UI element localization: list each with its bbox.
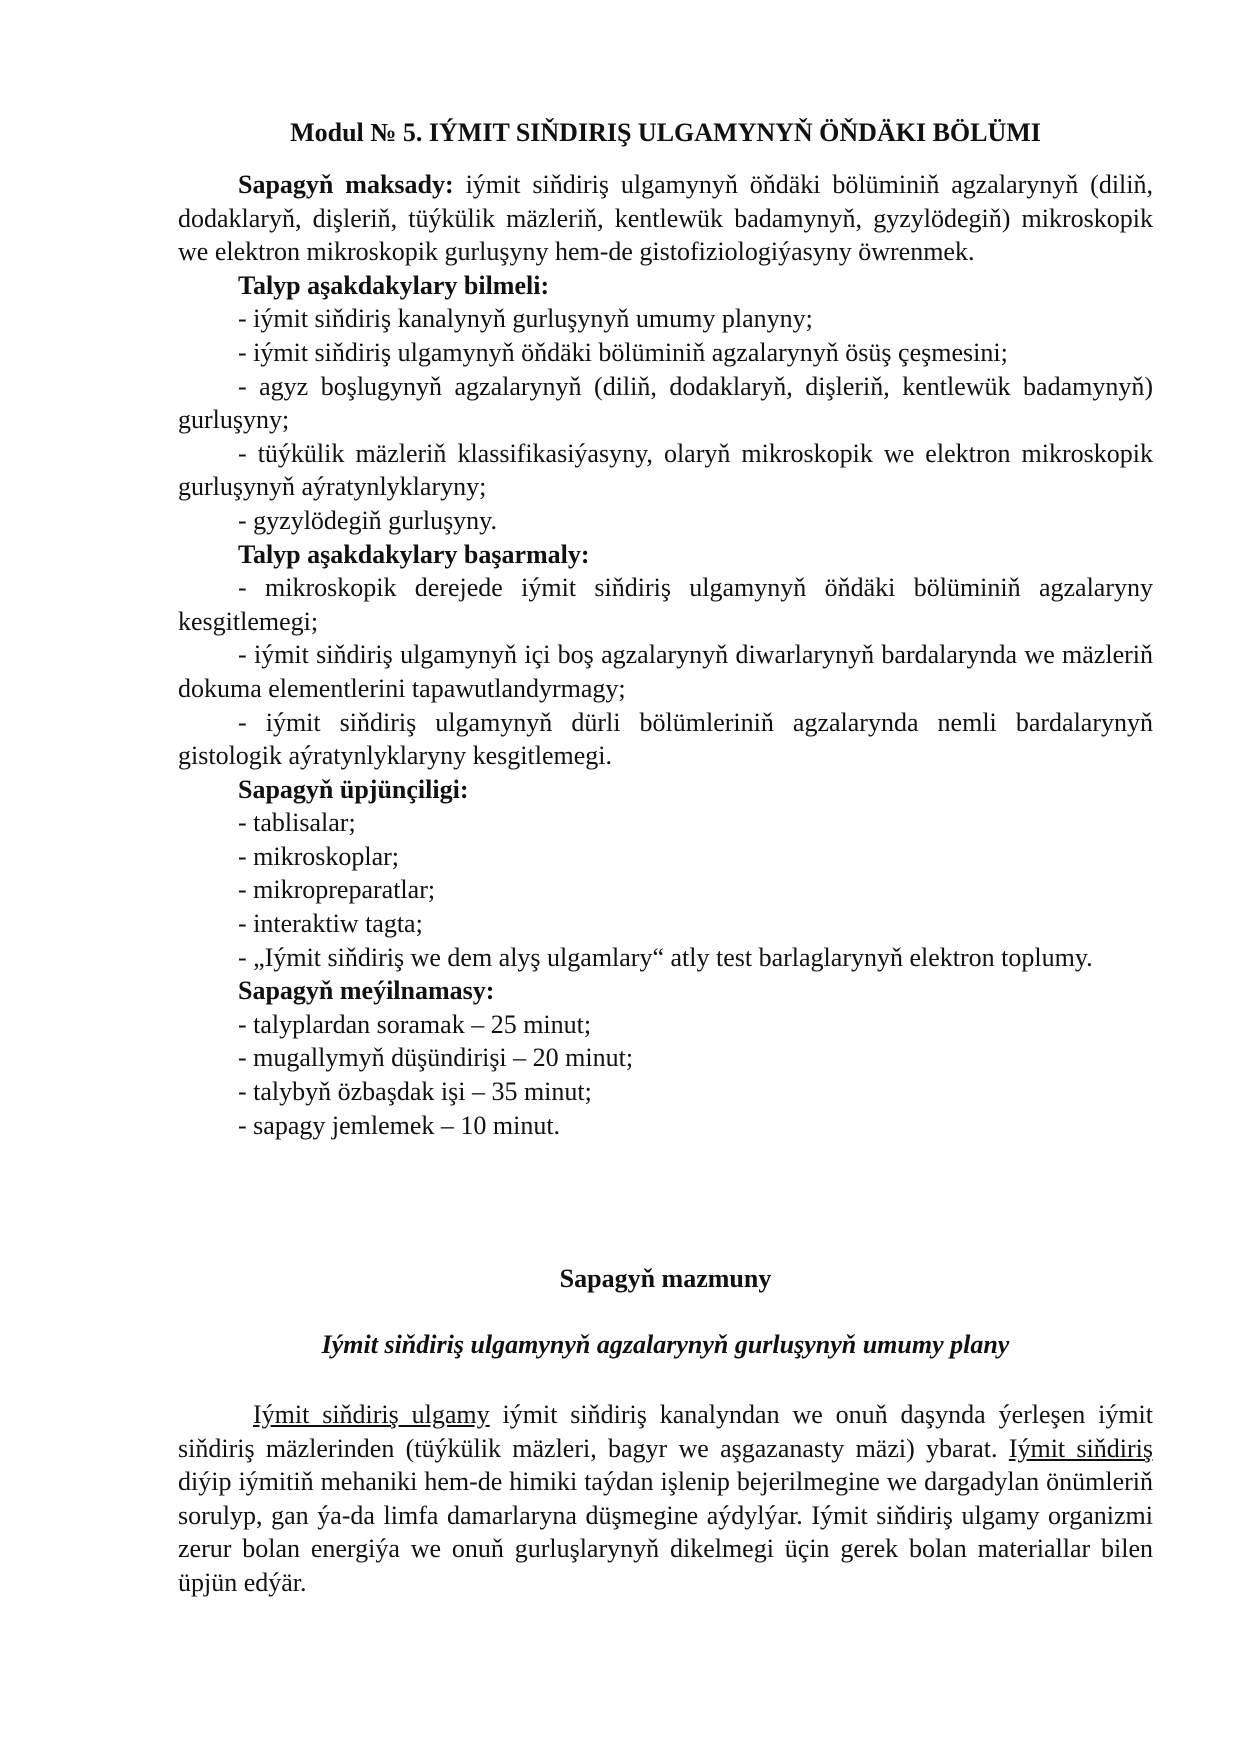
equipment-item: - tablisalar; [238,808,356,838]
plan-item: - talybyň özbaşdak işi – 35 minut; [238,1077,592,1107]
equipment-item: - mikropreparatlar; [238,875,436,905]
body-text-1: iýmit siňdiriş kanalyndan we onuň daşynda ýerleşen iýmit siňdiriş mäzlerinden (tüýkülik mäzleri, bagyr we aşgazanasty mäzi) ybarat. [178,1400,1153,1463]
do-item: - iýmit siňdiriş ulgamynyň dürli bölümleriniň agzalarynda nemli bardalarynyň gistologik aýratynlyklaryny kesgitlemegi. [178,707,1153,771]
aim-paragraph [178,168,1153,269]
aim-text: iýmit siňdiriş ulgamynyň öňdäki bölüminiň agzalarynyň (diliň, dodaklaryň, dişleriň, tüýkülik mäzleriň, kentlewük badamynyň, gyzylödegiň) mikroskopik we elektron mikroskopik gurluşyny hem-de gistofiziologiýasyny öwrenmek. [178,170,1154,267]
know-item: - tüýkülik mäzleriň klassifikasiýasyny, olaryň mikroskopik we elektron mikroskopik gurluşynyň aýratynlyklaryny; [178,438,1153,502]
equipment-item: - „Iýmit siňdiriş we dem alyş ulgamlary“ atly test barlaglarynyň elektron toplumy. [238,942,1093,972]
know-item: - iýmit siňdiriş ulgamynyň öňdäki bölüminiň agzalarynyň ösüş çeşmesini; [238,337,1008,367]
lesson-objectives-block [178,168,1153,1142]
know-item: - iýmit siňdiriş kanalynyň gurluşynyň umumy planyny; [238,304,813,334]
do-item: - mikroskopik derejede iýmit siňdiriş ulgamynyň öňdäki bölüminiň agzalaryny kesgitlemegi; [178,573,1153,636]
body-block [178,1398,1153,1600]
know-item: - gyzylödegiň gurluşyny. [238,505,497,535]
equipment-heading: Sapagyň üpjünçiligi: [238,774,469,804]
plan-item: - talyplardan soramak – 25 minut; [238,1009,592,1039]
page-title: Modul № 5. IÝMIT SIŇDIRIŞ ULGAMYNYŇ ÖŇDÄKI BÖLÜMI [290,118,1041,147]
section-subheading: Iýmit siňdiriş ulgamynyň agzalarynyň gurluşynyň umumy plany [321,1330,1010,1359]
plan-item: - mugallymyň düşündirişi – 20 minut; [238,1043,634,1073]
body-text-2: diýip iýmitiň mehaniki hem-de himiki taýdan işlenip bejerilmegine we dargadylan önümleriň sorulyp, gan ýa-da limfa damarlaryna düşmegine aýdylýar. Iýmit siňdiriş ulgamy organizmi zerur bolan energiýa we onuň gurluşlarynyň dikelmegi üçin gerek bolan materiallar bilen üpjün edýär. [178,1467,1153,1597]
do-item: - iýmit siňdiriş ulgamynyň içi boş agzalarynyň diwarlarynyň bardalarynda we mäzleriň dokuma elementlerini tapawutlandyrmagy; [178,640,1153,703]
content-heading: Sapagyň mazmuny [559,1264,772,1293]
know-item: - agyz boşlugynyň agzalarynyň (diliň, dodaklaryň, dişleriň, kentlewük badamynyň) gurluşyny; [178,371,1153,435]
term-digestion: Iýmit siňdiriş [1008,1433,1154,1463]
plan-item: - sapagy jemlemek – 10 minut. [238,1110,561,1140]
plan-heading: Sapagyň meýilnamasy: [238,976,495,1006]
equipment-item: - interaktiw tagta; [238,909,423,939]
do-heading: Talyp aşakdakylary başarmaly: [238,539,590,569]
aim-label: Sapagyň maksady: [238,170,454,199]
body-paragraph [178,1398,1153,1600]
equipment-item: - mikroskoplar; [238,841,400,871]
know-heading: Talyp aşakdakylary bilmeli: [238,270,550,300]
term-digestive-system: Iýmit siňdiriş ulgamy [253,1400,490,1429]
